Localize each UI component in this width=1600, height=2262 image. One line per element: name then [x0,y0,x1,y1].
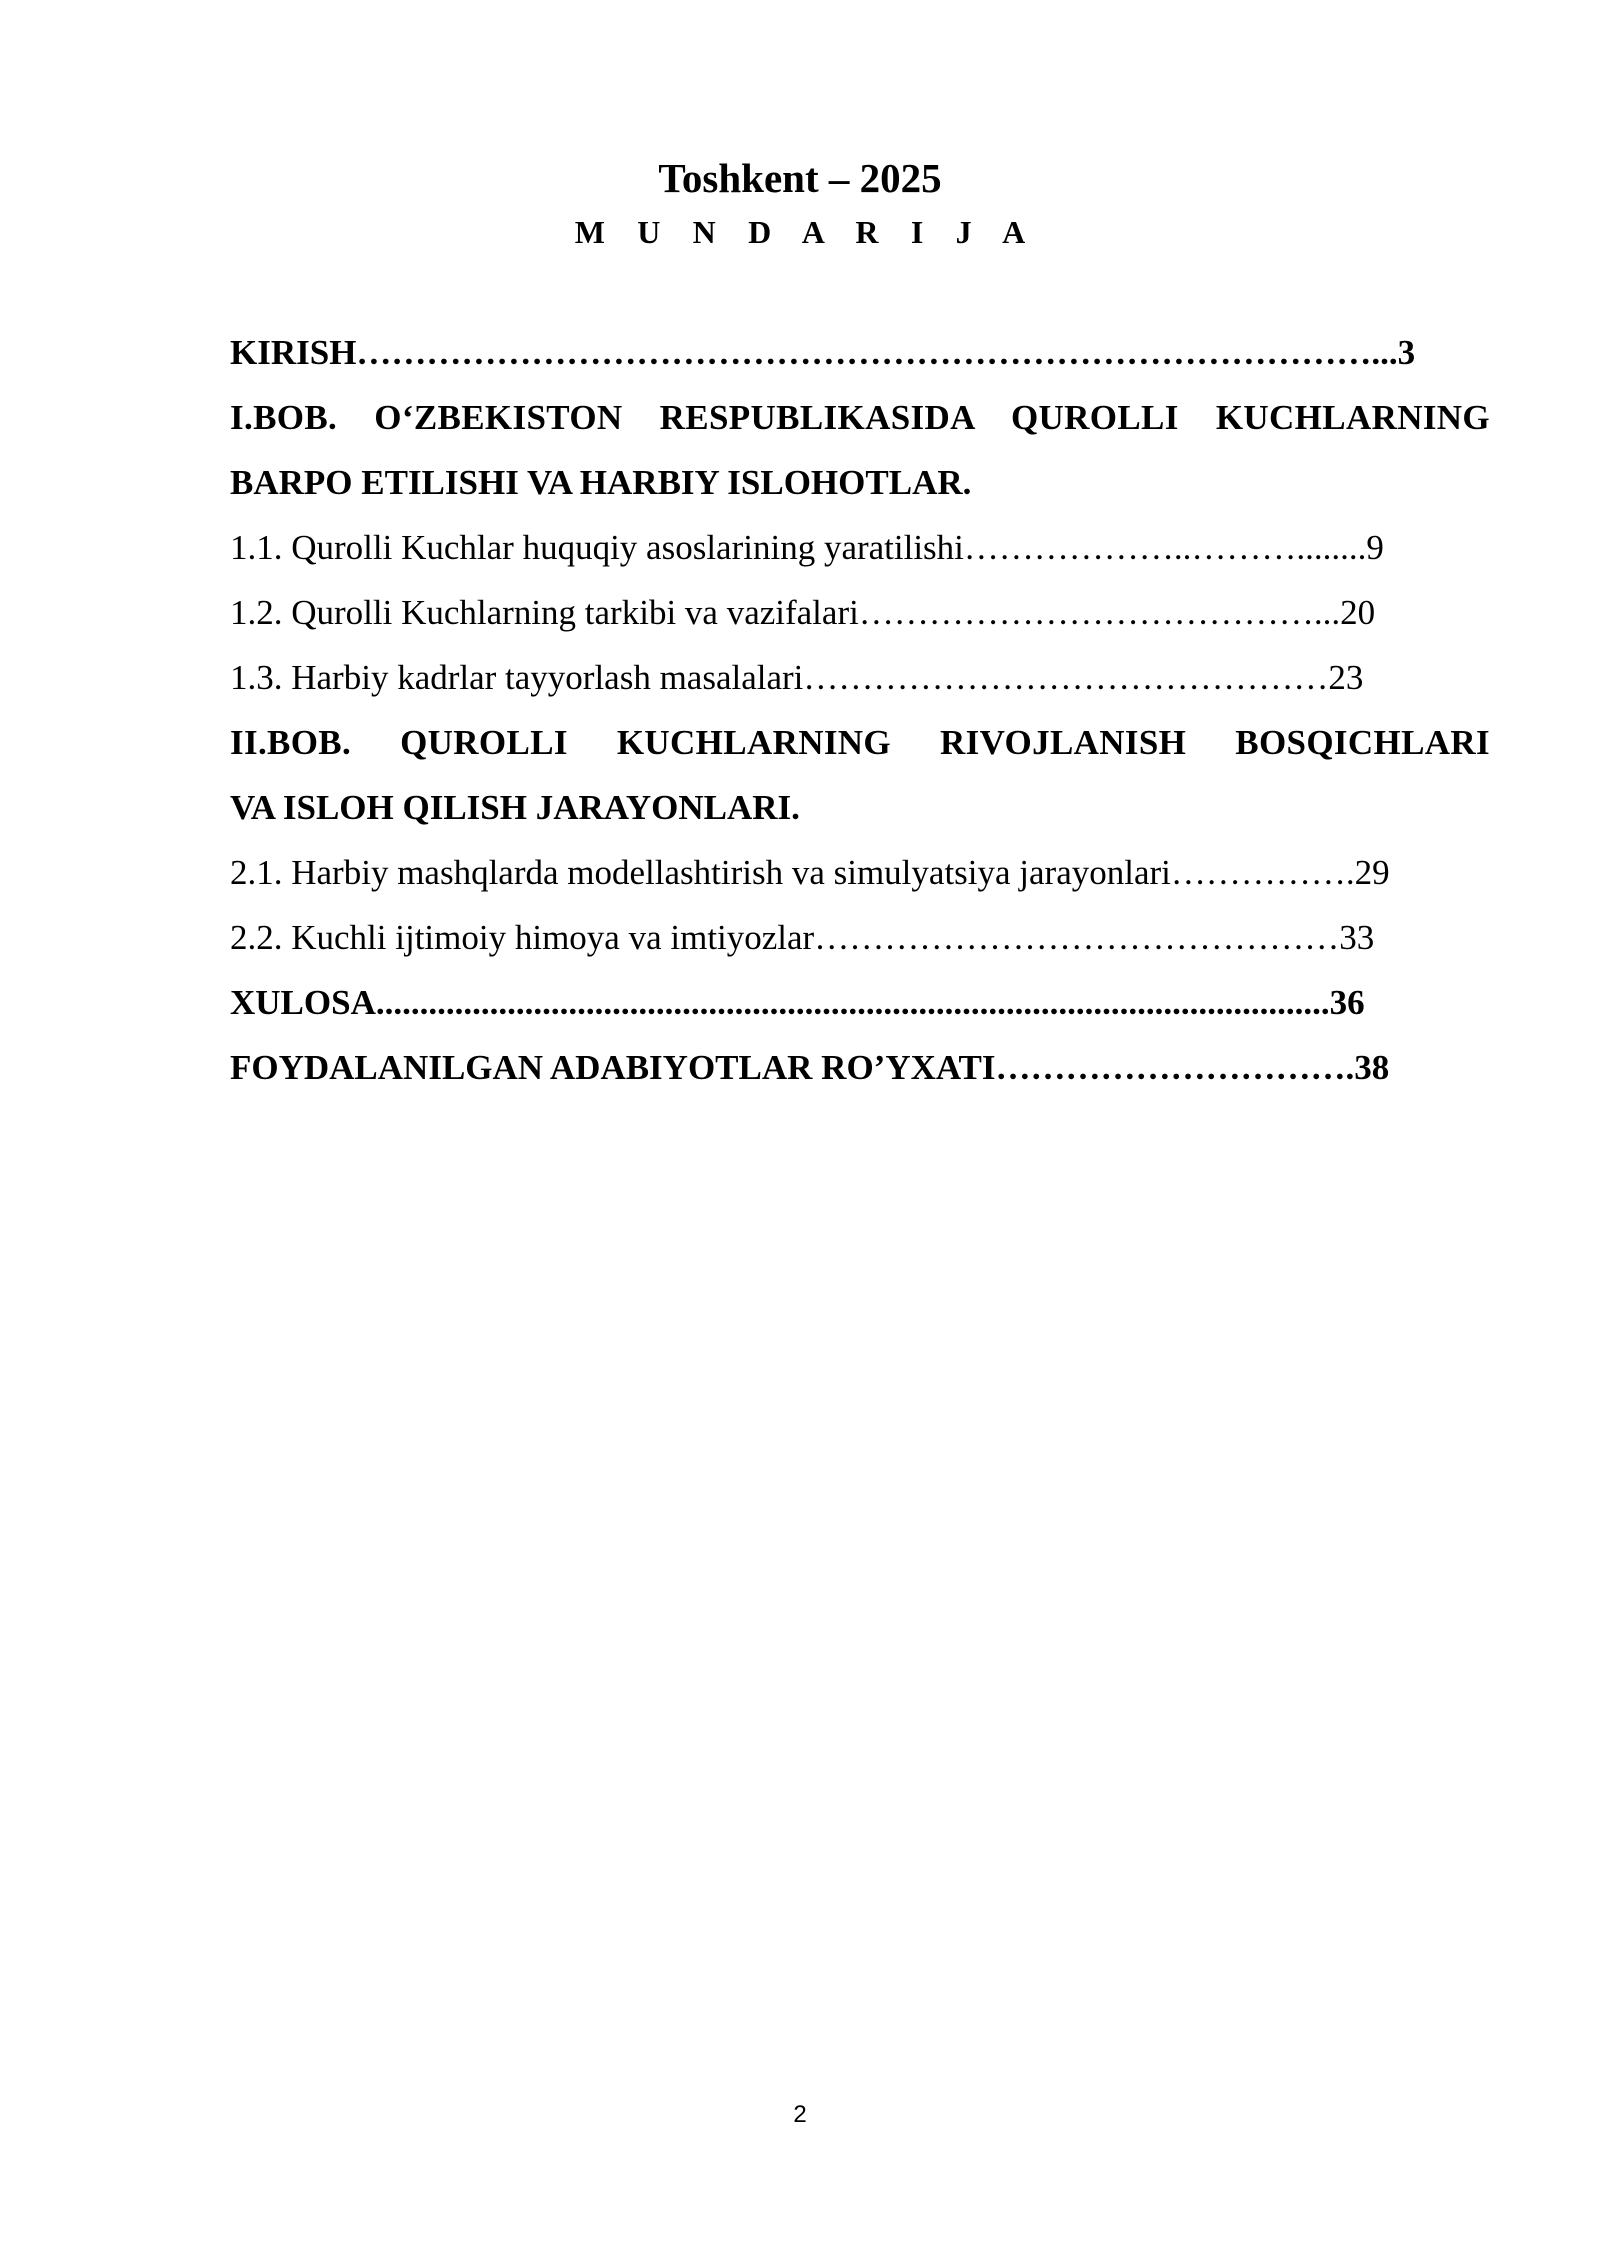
table-of-contents [230,320,1490,1100]
city-year-title: Toshkent – 2025 [658,155,942,201]
page-number: 2 [793,2101,807,2128]
toc-entry-label: BARPO ETILISHI VA HARBIY ISLOHOTLAR. [230,463,972,502]
toc-entry-chapter-1-continued[interactable] [230,450,1490,515]
toc-entry-label: I.BOB. O‘ZBEKISTON RESPUBLIKASIDA QUROLLI KUCHLARNING [230,398,1490,437]
toc-entry-label: 1.2. Qurolli Kuchlarning tarkibi va vazifalari…………………………………...20 [230,593,1376,632]
toc-entry-chapter-1[interactable] [230,385,1490,450]
table-of-contents-heading: M U N D A R I J A [574,214,1038,250]
toc-entry-label: XULOSA.............................................................................................................36 [230,983,1365,1022]
toc-entry-conclusion[interactable] [230,970,1490,1035]
toc-entry-label: II.BOB. QUROLLI KUCHLARNING RIVOJLANISH BOSQICHLARI [230,723,1490,762]
toc-entry-label: KIRISH……………………………………………………………………………...3 [230,333,1416,372]
toc-entry-chapter-2[interactable] [230,710,1490,775]
toc-entry-section-1-1[interactable] [230,515,1490,580]
toc-entry-label: 2.2. Kuchli ijtimoiy himoya va imtiyozlar………………………………………33 [230,918,1375,957]
toc-entry-label: 2.1. Harbiy mashqlarda modellashtirish va simulyatsiya jarayonlari…………….29 [230,853,1390,892]
toc-entry-section-2-1[interactable] [230,840,1490,905]
toc-entry-references[interactable] [230,1035,1490,1100]
toc-entry-label: 1.3. Harbiy kadrlar tayyorlash masalalari………………………………………23 [230,658,1364,697]
toc-entry-label: 1.1. Qurolli Kuchlar huquqiy asoslarining yaratilishi………………..………........9 [230,528,1384,567]
toc-entry-section-1-2[interactable] [230,580,1490,645]
toc-entry-section-2-2[interactable] [230,905,1490,970]
toc-entry-chapter-2-continued[interactable] [230,775,1490,840]
toc-entry-label: FOYDALANILGAN ADABIYOTLAR RO’YXATI………………………….38 [230,1048,1390,1087]
toc-entry-section-1-3[interactable] [230,645,1490,710]
toc-entry-label: VA ISLOH QILISH JARAYONLARI. [230,788,800,827]
toc-entry-introduction[interactable] [230,320,1490,385]
